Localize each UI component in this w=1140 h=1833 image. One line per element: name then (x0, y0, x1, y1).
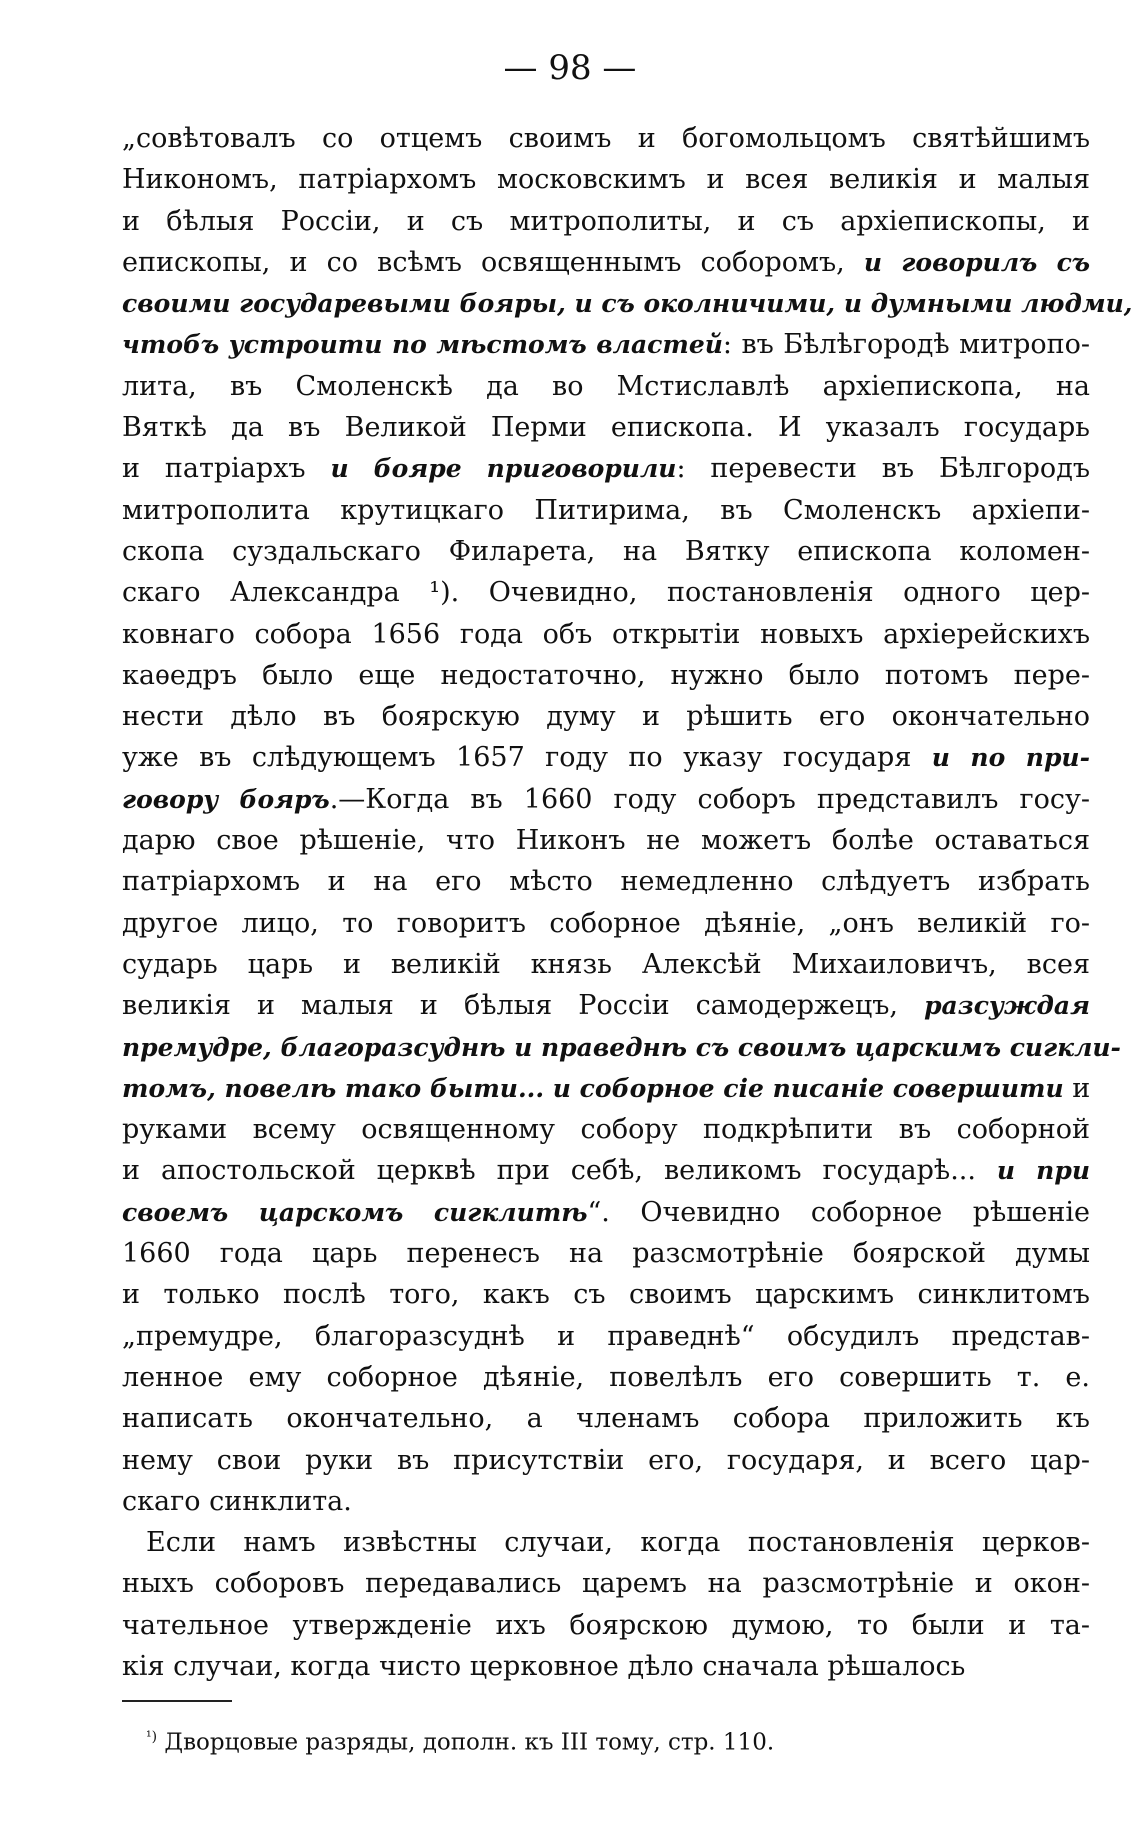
text-line: Если намъ извѣстны случаи, когда постановленія церков- (146, 1527, 1090, 1559)
text-line: патріархомъ и на его мѣсто немедленно слѣдуетъ избрать (122, 866, 1090, 898)
text-line (122, 1027, 1121, 1068)
text-line: нести дѣло въ боярскую думу и рѣшить его окончательно (122, 701, 1090, 733)
footnote-mark: ¹) (146, 1729, 158, 1745)
footnote-divider (122, 1700, 232, 1702)
text-line (122, 1150, 1090, 1191)
text-line: нему свои руки въ присутствіи его, государя, и всего цар- (122, 1444, 1090, 1476)
text-line (122, 283, 1133, 324)
footnote-text: Дворцовые разряды, дополн. къ III тому, стр. 110. (157, 1729, 775, 1756)
text-line: скаго синклита. (122, 1485, 352, 1517)
italic-quote: премудре, благоразсуднѣ и праведнѣ съ своимъ царскимъ сигкли- (122, 1032, 1121, 1062)
text-line: „премудре, благоразсуднѣ и праведнѣ“ обсудилъ представ- (122, 1320, 1090, 1352)
text-line: ленное ему соборное дѣяніе, повелѣлъ его совершить т. е. (122, 1361, 1090, 1393)
text-line (122, 985, 1090, 1026)
text-line: каѳедръ было еще недостаточно, нужно было потомъ пере- (122, 659, 1090, 691)
italic-quote: своими государевыми бояры, и съ околничими, и думными людми, (122, 289, 1133, 319)
italic-quote: и по при- (931, 743, 1090, 773)
text-line: Вяткѣ да въ Великой Перми епископа. И указалъ государь (122, 412, 1090, 444)
text-line: написать окончательно, а членамъ собора приложить къ (122, 1403, 1090, 1435)
text-line (122, 737, 1090, 778)
italic-quote: своемъ царскомъ сигклитѣ (122, 1197, 588, 1227)
text-line: руками всему освященному собору подкрѣпити въ соборной (122, 1114, 1090, 1146)
text-line: и бѣлыя Россіи, и съ митрополиты, и съ архіепископы, и (122, 205, 1090, 237)
text-segment: : перевести въ Бѣлгородъ (676, 453, 1090, 485)
italic-quote: чтобъ устроити по мѣстомъ властей (122, 330, 723, 360)
text-segment: и патріархъ (122, 453, 331, 485)
footnote (146, 1722, 774, 1758)
italic-quote: разсуждая (924, 991, 1090, 1021)
text-line: лита, въ Смоленскѣ да во Мстиславлѣ архіепископа, на (122, 370, 1090, 402)
text-segment: епископы, и со всѣмъ освященнымъ соборомъ, (122, 246, 864, 278)
text-segment: уже въ слѣдующемъ 1657 году по указу государя (122, 742, 932, 774)
text-line: другое лицо, то говоритъ соборное дѣяніе, „онъ великій го- (122, 907, 1090, 939)
text-line: чательное утвержденіе ихъ боярскою думою, то были и та- (122, 1609, 1090, 1641)
text-line: митрополита крутицкаго Питирима, въ Смоленскъ архіепи- (122, 494, 1090, 526)
text-line (122, 779, 1090, 820)
text-segment: великія и малыя и бѣлыя Россіи самодержецъ, (122, 990, 925, 1022)
text-segment: “. Очевидно соборное рѣшеніе (587, 1196, 1090, 1228)
text-line: ковнаго собора 1656 года объ открытіи новыхъ архіерейскихъ (122, 618, 1090, 650)
text-line: „совѣтовалъ со отцемъ своимъ и богомольцомъ святѣйшимъ (122, 123, 1090, 154)
italic-quote: томъ, повелѣ тако быти... и соборное сіе писаніе совершити (122, 1073, 1064, 1103)
italic-quote: и при (996, 1156, 1090, 1186)
text-line (122, 242, 1090, 283)
text-segment: : въ Бѣлѣгородѣ митропо- (722, 329, 1090, 361)
italic-quote: говору бояръ (122, 784, 330, 814)
text-line (122, 1192, 1090, 1233)
text-line: кія случаи, когда чисто церковное дѣло сначала рѣшалось (122, 1650, 966, 1682)
italic-quote: и бояре приговорили (330, 454, 677, 484)
text-segment: .—Когда въ 1660 году соборъ представилъ госу- (329, 783, 1090, 815)
text-line: скопа суздальскаго Филарета, на Вятку епископа коломен- (122, 535, 1090, 567)
text-line: дарю свое рѣшеніе, что Никонъ не можетъ болѣе оставаться (122, 825, 1090, 857)
text-line: Никономъ, патріархомъ московскимъ и всея великія и малыя (122, 164, 1090, 196)
text-line (122, 324, 1090, 365)
italic-quote: и говорилъ съ (863, 247, 1090, 277)
page-number: — 98 — (503, 48, 637, 88)
text-segment: и (1063, 1072, 1091, 1104)
text-line: ныхъ соборовъ передавались царемъ на разсмотрѣніе и окон- (122, 1568, 1090, 1600)
text-line (122, 1068, 1090, 1109)
text-line: скаго Александра ¹). Очевидно, постановленія одного цер- (122, 577, 1090, 609)
text-line (122, 448, 1090, 489)
page-body-text (122, 118, 1133, 1687)
text-line: и только послѣ того, какъ съ своимъ царскимъ синклитомъ (122, 1279, 1090, 1311)
text-line: 1660 года царь перенесъ на разсмотрѣніе боярской думы (122, 1238, 1090, 1270)
text-line: сударь царь и великій князь Алексѣй Михаиловичъ, всея (122, 948, 1090, 980)
text-segment: и апостольской церквѣ при себѣ, великомъ государѣ... (122, 1155, 997, 1187)
